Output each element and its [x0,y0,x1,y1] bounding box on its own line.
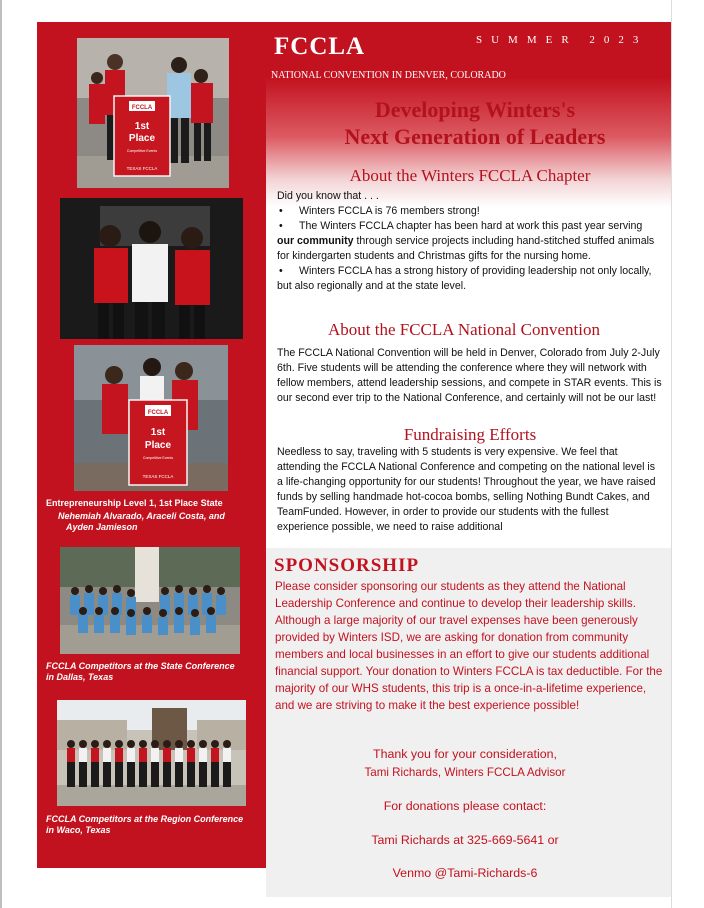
chapter-bullet-3 [277,264,662,294]
sponsorship-text: Please consider sponsoring our students as they attend the National Leadership Conference and continue to develop their leadership skills. Although a large majority of our travel expenses have been generously provided by Winters ISD, we are asking for donation from community members and local businesses in an effort to give our students additional financial support. Your donation to Winters FCCLA is tax deductible. For the majority of our WHS students, this trip is a once-in-a-lifetime experience, and we are striving to make it the best experience possible! [275,580,663,712]
state-caption-line1: FCCLA Competitors at the State Conference [46,661,235,671]
award-caption [46,498,264,509]
sign-event: Competitive Events [126,149,158,153]
convention-section-body [277,346,662,406]
phone-contact: Tami Richards at 325-669-5641 or [371,833,559,847]
state-caption [46,661,264,683]
region-caption [46,814,264,836]
sign-event: Competitive Events [142,456,174,460]
contact-heading: For donations please contact: [383,799,547,813]
region-caption-line1: FCCLA Competitors at the Region Conference [46,814,244,824]
award-group-photo [77,38,229,188]
bullet-icon: • [279,220,283,232]
chapter-bullet-1 [277,204,662,219]
region-caption-line2: in Waco, Texas [46,825,111,835]
chapter-section-title: About the Winters FCCLA Chapter [349,166,591,185]
thanks-line: Thank you for your consideration, [373,747,557,761]
chapter-bullet-2 [277,219,662,264]
sign-place-number: 1st [134,121,150,132]
convention-section-title: About the FCCLA National Convention [328,320,600,339]
award-sign-photo [74,345,228,491]
convention-text: The FCCLA National Convention will be held in Denver, Colorado from July 2-July 6th. Five students will be attending the conference where they will network with fellow members, attend leadership sessions, and compete in STAR events. This is our second ever trip to the National Conference, and certainly will not be our last! [277,347,662,404]
issue-season: SUMMER 2023 [476,34,648,46]
sponsorship-title: SPONSORSHIP [274,555,420,576]
fundraising-text: Needless to say, traveling with 5 students is very expensive. We feel that attending the FCCLA National Conference and competing on the national level is a life-changing opportunity for our students! Throughout the year, we have raised funds by selling handmade hot-cocoa bombs, selling Nothing Bundt Cakes, and TeamFunded. However, in order to provide our students with the fullest experience possible, we need to raise additional [277,446,656,533]
venmo-contact: Venmo @Tami-Richards-6 [392,866,538,880]
sign-place-word: Place [128,133,156,144]
sign-place-number: 1st [150,427,166,438]
award-names [58,511,264,533]
state-conference-photo [60,547,240,654]
window-edge [0,0,2,908]
award-names-line2: Ayden Jamieson [66,522,138,532]
page-edge [671,0,672,908]
sign-logo: FCCLA [131,105,153,111]
chapter-bullet-2-text-a: The Winters FCCLA chapter has been hard at work this past year serving [299,220,643,232]
chapter-bullet-2-text-b: through service projects including hand-stitched stuffed animals for kindergarten students and Christmas gifts for the nursing home. [277,235,655,262]
fundraising-section-body [277,445,662,541]
three-students-photo [60,198,243,339]
chapter-bullet-3-text: Winters FCCLA has a strong history of providing leadership not only locally, but also regionally and at the state level. [277,265,652,292]
fundraising-section-title: Fundraising Efforts [403,425,537,444]
chapter-section-body [277,189,662,294]
award-names-line1: Nehemiah Alvarado, Araceli Costa, and [58,511,225,521]
sign-place-word: Place [144,440,172,451]
bullet-icon: • [279,205,283,217]
headline-line1: Developing Winters's [374,97,576,122]
bullet-icon: • [279,265,283,277]
sign-logo: FCCLA [147,410,169,416]
state-caption-line2: in Dallas, Texas [46,672,114,682]
region-conference-photo [57,700,246,806]
chapter-bullet-1-text: Winters FCCLA is 76 members strong! [299,205,480,217]
advisor-signature: Tami Richards, Winters FCCLA Advisor [364,766,566,779]
headline [290,96,660,150]
brand-title: FCCLA [274,33,366,60]
award-title: Entrepreneurship Level 1, 1st Place State [46,498,223,508]
headline-line2: Next Generation of Leaders [344,124,606,149]
sign-footer: TEXAS FCCLA [142,474,174,479]
chapter-bullet-2-emphasis: our community [277,235,354,247]
convention-location: NATIONAL CONVENTION IN DENVER, COLORADO [271,70,506,81]
sign-footer: TEXAS FCCLA [126,166,158,171]
chapter-intro: Did you know that . . . [277,190,379,202]
